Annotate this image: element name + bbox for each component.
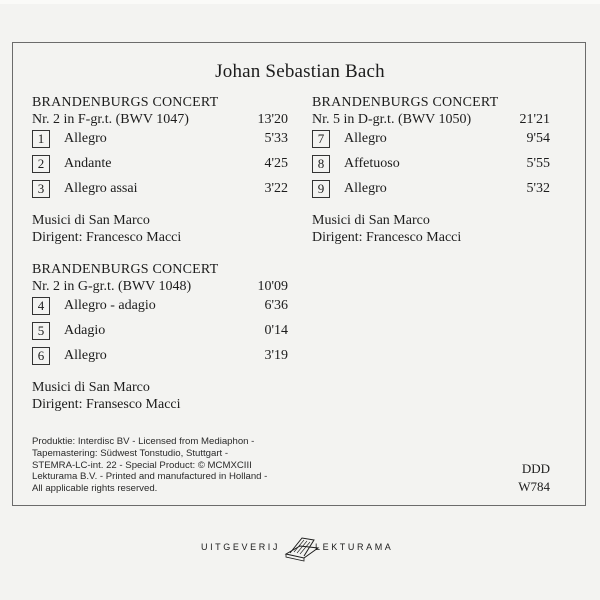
track-row [32,178,288,203]
track-title: Andante [64,156,112,171]
track-number-box: 7 [312,130,330,148]
track-row [32,345,288,370]
concerto-title: BRANDENBURGS CONCERT [32,95,219,110]
credits-line: Lekturama B.V. - Printed and manufactured in Holland - [32,471,268,483]
track-number-box: 1 [32,130,50,148]
track-duration: 3'19 [264,348,288,363]
format-codes [518,460,550,496]
recording-format: DDD [521,461,550,476]
track-number-box: 9 [312,180,330,198]
conductor-name: Dirigent: Francesco Macci [312,230,462,245]
credits-line: Tapemastering: Südwest Tonstudio, Stuttgart - [32,447,229,459]
credits-line: Produktie: Interdisc BV - Licensed from Mediaphon - [32,436,255,447]
publisher-logo [0,528,600,568]
concerto-title: BRANDENBURGS CONCERT [32,262,219,277]
track-title: Allegro - adagio [64,298,156,313]
concerto-subtitle: Nr. 2 in G-gr.t. (BWV 1048) [32,279,192,294]
track-row [32,295,288,320]
concerto-block-bwv1047 [32,94,288,246]
ensemble-name: Musici di San Marco [32,213,150,228]
track-number-box: 4 [32,297,50,315]
track-row [312,153,550,178]
concerto-duration: 13'20 [257,112,288,127]
concerto-subtitle-row [32,278,288,295]
track-title: Affetuoso [344,156,400,171]
credits-line: STEMRA-LC-int. 22 - Special Product: © MCMXCIII [32,459,252,471]
catalog-number: W784 [518,479,550,494]
track-row [32,128,288,153]
composer-title: Johan Sebastian Bach [215,61,385,82]
track-title: Allegro [344,181,387,196]
ensemble-name: Musici di San Marco [312,213,430,228]
concerto-title: BRANDENBURGS CONCERT [312,95,499,110]
track-title: Allegro [64,348,107,363]
concerto-subtitle: Nr. 5 in D-gr.t. (BWV 1050) [312,112,472,127]
track-title: Allegro assai [64,181,138,196]
track-duration: 5'55 [526,156,550,171]
track-number-box: 2 [32,155,50,173]
concerto-duration: 10'09 [257,279,288,294]
track-duration: 9'54 [526,131,550,146]
track-number-box: 5 [32,322,50,340]
track-row [312,178,550,203]
conductor-name: Dirigent: Francesco Macci [32,230,182,245]
concerto-block-bwv1050 [312,94,550,246]
ensemble-name: Musici di San Marco [32,380,150,395]
track-title: Adagio [64,323,106,338]
track-number-box: 8 [312,155,330,173]
publisher-name-left: UITGEVERIJ [200,542,280,552]
concerto-duration: 21'21 [519,112,550,127]
track-number-box: 6 [32,347,50,365]
track-duration: 3'22 [264,181,288,196]
track-title: Allegro [64,131,107,146]
page-edge [0,0,600,4]
performers-block [312,212,550,246]
performers-block [32,379,288,413]
track-row [312,128,550,153]
track-duration: 4'25 [264,156,288,171]
concerto-subtitle: Nr. 2 in F-gr.t. (BWV 1047) [32,112,189,127]
credits-line: All applicable rights reserved. [32,483,158,495]
concerto-subtitle-row [312,111,550,128]
concerto-subtitle-row [32,111,288,128]
performers-block [32,212,288,246]
track-duration: 6'36 [264,298,288,313]
track-row [32,153,288,178]
track-title: Allegro [344,131,387,146]
concerto-block-bwv1048 [32,261,288,413]
track-number-box: 3 [32,180,50,198]
production-credits [32,436,302,495]
track-duration: 5'33 [264,131,288,146]
track-row [32,320,288,345]
track-duration: 5'32 [526,181,550,196]
conductor-name: Dirigent: Fransesco Macci [32,397,181,412]
publisher-name-right: LEKTURAMA [315,542,394,552]
track-duration: 0'14 [264,323,288,338]
